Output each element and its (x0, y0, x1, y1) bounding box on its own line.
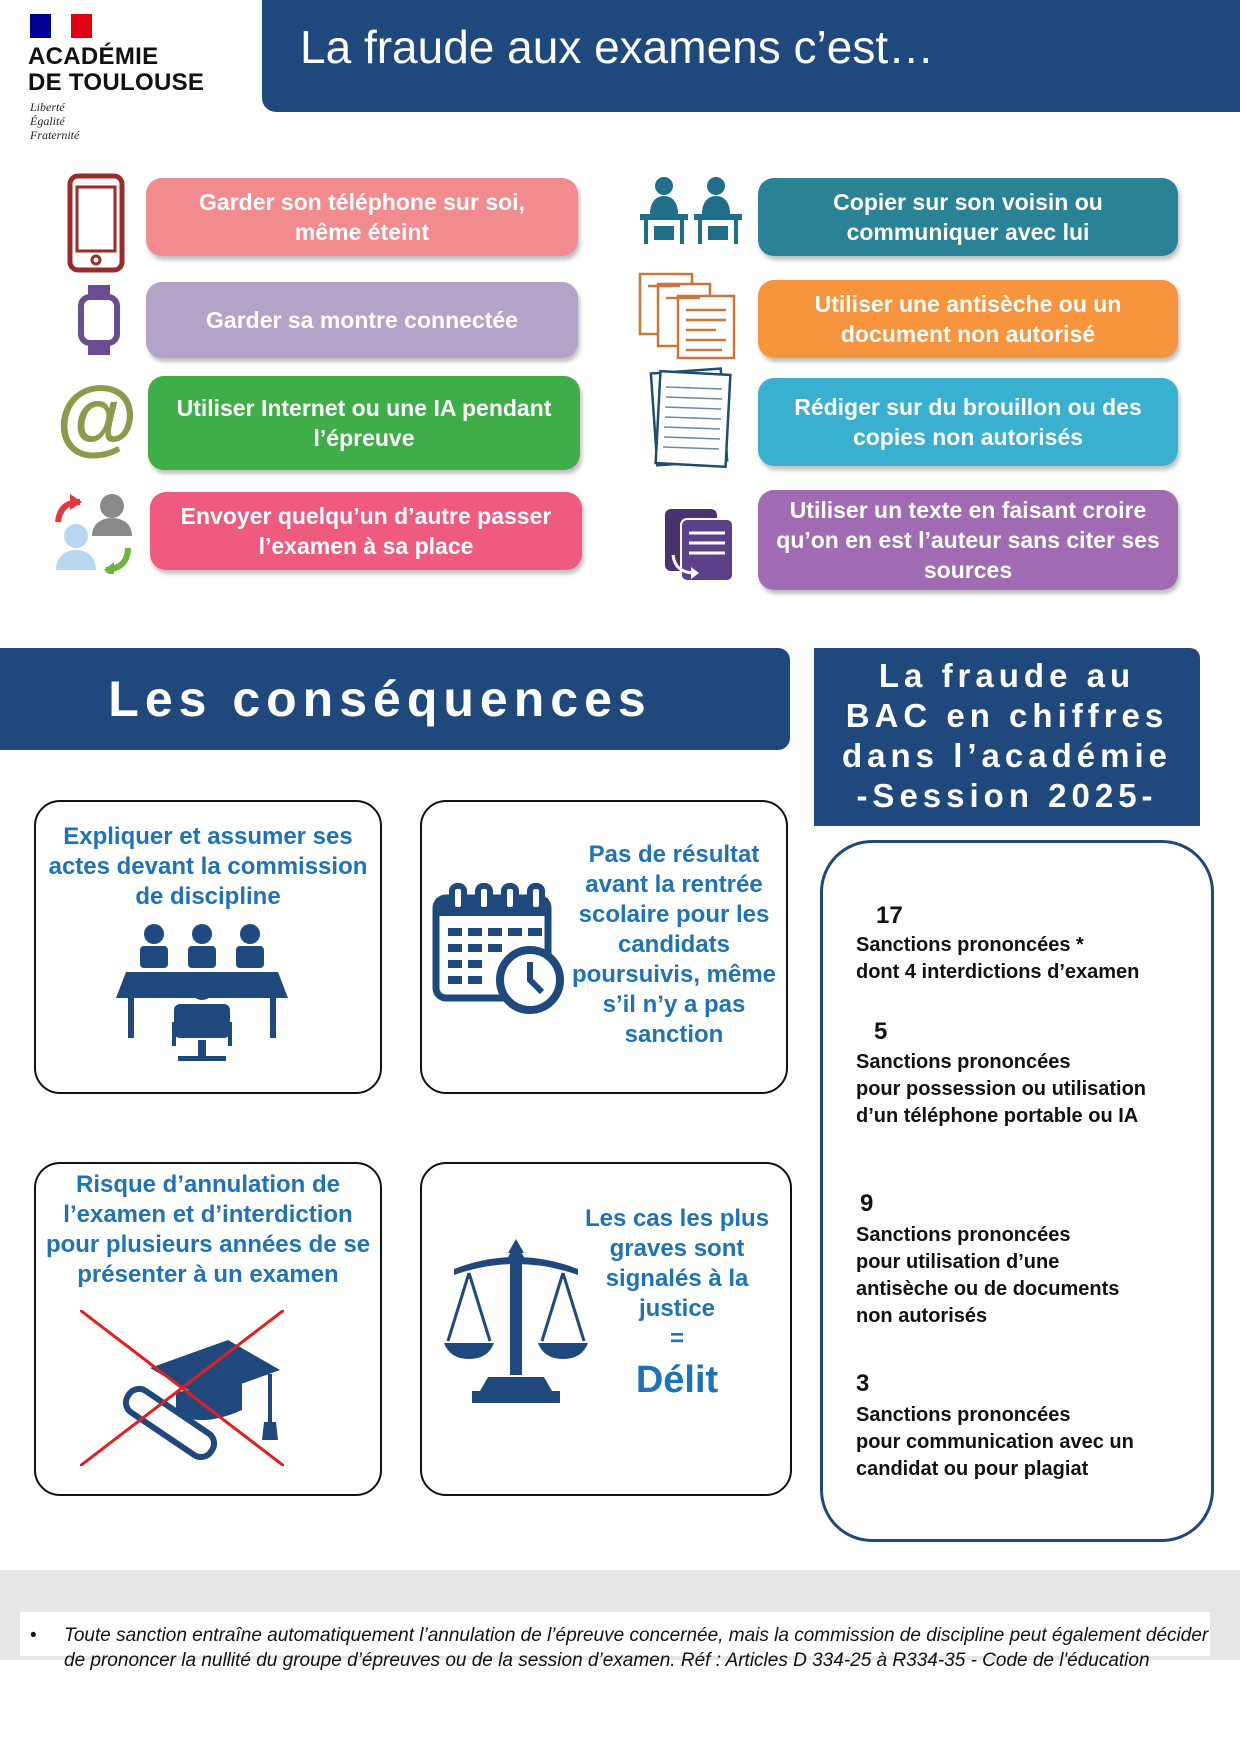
tribunal-icon (112, 922, 292, 1072)
stat-description (856, 1402, 1196, 1483)
fraud-copy-label: Copier sur son voisin ou communiquer avec lui (833, 189, 1103, 245)
academy-logo (28, 44, 204, 96)
motto-fraternite: Fraternité (30, 128, 80, 142)
stat-line: Sanctions prononcées (856, 1051, 1071, 1073)
motto-liberte: Liberté (30, 100, 65, 114)
calendar-clock-icon (430, 880, 570, 1020)
logo-name-line1: ACADÉMIE (28, 43, 159, 70)
motto-egalite: Égalité (30, 114, 65, 128)
copy-document-icon (660, 504, 740, 584)
stat-line: d’un téléphone portable ou IA (856, 1105, 1139, 1127)
stat-description (856, 1049, 1196, 1130)
consequence-results-text: Pas de résultat avant la rentrée scolaire pour les candidats poursuivis, même s’il n’y a pas sanction (571, 841, 777, 1048)
logo-name-line2: DE TOULOUSE (28, 69, 205, 96)
stat-line: Sanctions prononcées (856, 1404, 1071, 1426)
stats-title-line4: -Session 2025- (856, 777, 1158, 814)
fraud-copy-pill (758, 178, 1178, 256)
fraud-watch-pill (146, 282, 578, 358)
crossed-graduation-icon (80, 1310, 284, 1466)
fraud-internet-pill (148, 376, 580, 470)
students-desk-icon (638, 176, 746, 246)
consequence-justice-equals: = (669, 1325, 684, 1352)
consequence-justice-highlight: Délit (635, 1359, 719, 1401)
phone-icon (62, 172, 130, 274)
stat-line: Sanctions prononcées * (856, 934, 1084, 956)
consequence-justice-text: Les cas les plus graves sont signalés à la justice (584, 1205, 770, 1322)
consequence-discipline-text: Expliquer et assumer ses actes devant la commission de discipline (48, 823, 368, 910)
documents-icon (636, 270, 740, 360)
stat-line: pour communication avec un (856, 1431, 1134, 1453)
stat-line: pour utilisation d’une (856, 1251, 1060, 1273)
fraud-draft-label: Rédiger sur du brouillon ou des copies non autorisés (794, 394, 1142, 450)
stats-title-line2: BAC en chiffres (845, 697, 1169, 734)
footer-note (30, 1623, 1210, 1673)
stat-line: pour possession ou utilisation (856, 1078, 1147, 1100)
stats-title-line1: La fraude au (878, 657, 1136, 694)
consequences-title: Les conséquences (108, 671, 652, 727)
at-sign-icon: @ (56, 369, 138, 463)
stat-description (856, 1222, 1196, 1330)
fraud-draft-pill (758, 378, 1178, 466)
swap-users-icon (48, 490, 134, 574)
republic-motto (30, 100, 79, 142)
fraud-phone-pill (146, 178, 578, 256)
stat-line: Sanctions prononcées (856, 1224, 1071, 1246)
draft-paper-icon (646, 364, 736, 470)
fraud-plagiarism-label: Utiliser un texte en faisant croire qu’on en est l’auteur sans citer ses sources (776, 497, 1160, 583)
stat-number: 3 (856, 1370, 870, 1397)
stat-line: non autorisés (856, 1305, 988, 1327)
fraud-cheatsheet-pill (758, 280, 1178, 358)
fraud-phone-label: Garder son téléphone sur soi, même éteint (199, 189, 525, 245)
footer-bullet: • (30, 1625, 37, 1646)
fraud-plagiarism-pill (758, 490, 1178, 590)
stat-line: candidat ou pour plagiat (856, 1458, 1089, 1480)
fraud-impersonation-label: Envoyer quelqu’un d’autre passer l’examen à sa place (180, 503, 552, 559)
fraud-impersonation-pill (150, 492, 582, 570)
stats-title (814, 656, 1200, 816)
fraud-watch-label: Garder sa montre connectée (206, 307, 518, 333)
page-title: La fraude aux examens c’est… (300, 21, 935, 73)
stat-number: 17 (876, 902, 903, 929)
stat-line: antisèche ou de documents (856, 1278, 1120, 1300)
stat-number: 5 (874, 1018, 888, 1045)
smartwatch-icon (76, 284, 122, 356)
scales-icon (444, 1238, 588, 1406)
stat-number: 9 (860, 1190, 874, 1217)
consequence-annulation-text: Risque d’annulation de l’examen et d’interdiction pour plusieurs années de se présenter à un examen (45, 1171, 371, 1288)
footer-note-text: Toute sanction entraîne automatiquement l’annulation de l’épreuve concernée, mais la commission de discipline peut également décider de prononcer la nullité du groupe d’épreuves ou de la session d’examen. Réf : Articles D 334-25 à R334-35 - Code de l'éducation (64, 1625, 1209, 1671)
stat-description (856, 932, 1196, 986)
fraud-internet-label: Utiliser Internet ou une IA pendant l’épreuve (176, 395, 552, 451)
stat-line: dont 4 interdictions d’examen (856, 961, 1140, 983)
republic-flag (30, 14, 92, 38)
stats-title-line3: dans l’académie (842, 737, 1172, 774)
fraud-cheatsheet-label: Utiliser une antisèche ou un document non autorisé (814, 291, 1122, 347)
